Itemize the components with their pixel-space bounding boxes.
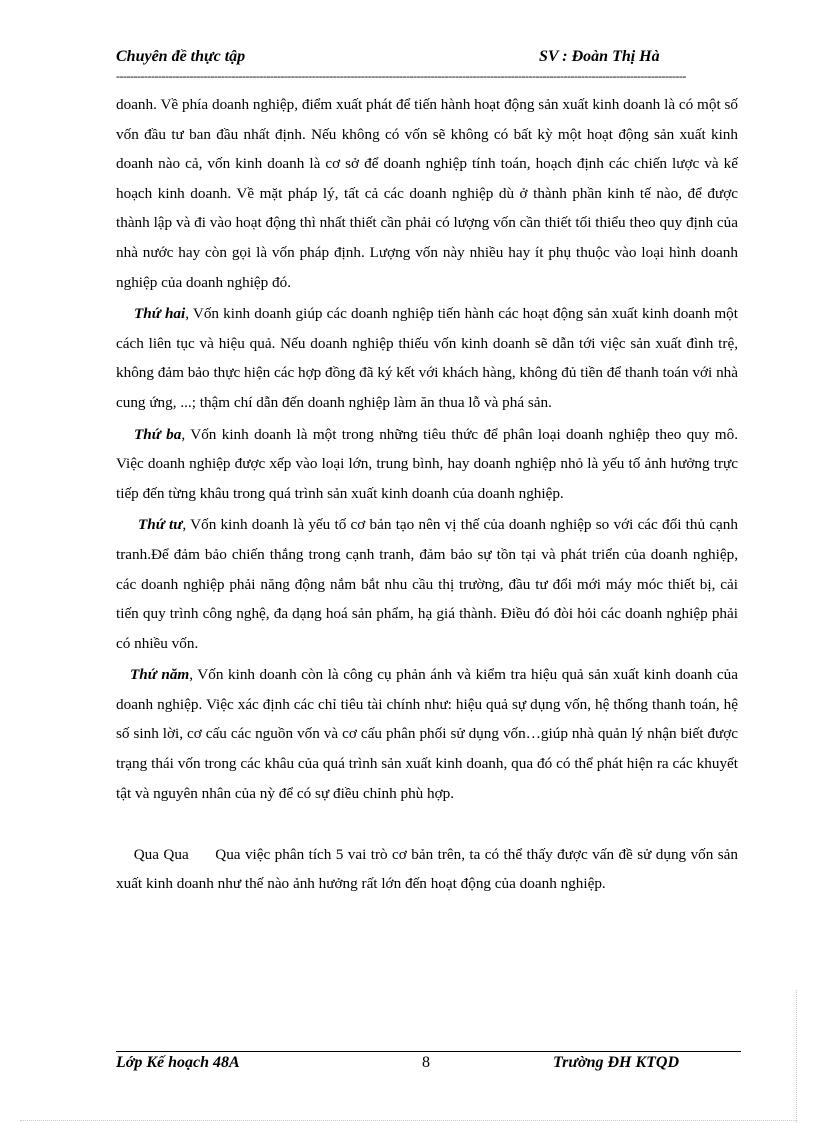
paragraph-fourth — [116, 510, 738, 658]
page-footer — [116, 1054, 741, 1078]
page-edge-mark — [796, 990, 797, 1123]
paragraph-fifth — [116, 660, 738, 808]
paragraph-text: doanh. Về phía doanh nghiệp, điểm xuất phát để tiến hành hoạt động sản xuất kinh doanh là có một số vốn đầu tư ban đầu nhất định. Nếu không có vốn sẽ không có bất kỳ một hoạt động sản xuất kinh doanh nào cả, vốn kinh doanh là cơ sở để doanh nghiệp tính toán, hoạch định các chiến lược và kế hoạch kinh doanh. Về mặt pháp lý, tất cả các doanh nghiệp dù ở thành phần kinh tế nào, để được thành lập và đi vào hoạt động thì nhất thiết cần phải có lượng vốn cần thiết tối thiểu theo quy định của nhà nước hay còn gọi là vốn pháp định. Lượng vốn này nhiều hay ít phụ thuộc vào loại hình doanh nghiệp của doanh nghiệp đó. — [116, 96, 738, 291]
header-author: SV : Đoàn Thị Hà — [539, 48, 660, 65]
header-title: Chuyên đề thực tập — [116, 48, 246, 65]
paragraph-lead: Thứ năm — [130, 666, 190, 684]
footer-school: Trường ĐH KTQD — [553, 1054, 680, 1071]
footer-class: Lớp Kế hoạch 48A — [116, 1054, 240, 1071]
paragraph-second — [116, 299, 738, 417]
paragraph-intro — [116, 90, 738, 297]
page-header — [116, 48, 741, 70]
footer-divider — [116, 1051, 741, 1052]
paragraph-text: Qua Qua Qua việc phân tích 5 vai trò cơ bản trên, ta có thể thấy được vấn đề sử dụng vốn sản xuất kinh doanh như thế nào ảnh hưởng rất lớn đến hoạt động của doanh nghiệp. — [116, 845, 742, 893]
paragraph-lead: Thứ tư — [138, 516, 183, 534]
paragraph-text: , Vốn kinh doanh giúp các doanh nghiệp tiến hành các hoạt động sản xuất kinh doanh một cách liên tục và hiệu quả. Nếu doanh nghiệp thiếu vốn kinh doanh sẽ dẫn tới việc sản xuất đình trệ, không đảm bảo thực hiện các hợp đồng đã ký kết với khách hàng, không đủ tiền để thanh toán với nhà cung ứng, ...; thậm chí dẫn đến doanh nghiệp làm ăn thua lỗ và phá sản. — [116, 305, 738, 411]
paragraph-third — [116, 420, 738, 509]
page-number: 8 — [422, 1054, 430, 1071]
header-divider — [116, 70, 686, 82]
paragraph-lead: Thứ ba — [134, 425, 182, 443]
paragraph-text: , Vốn kinh doanh là yếu tố cơ bản tạo nên vị thế của doanh nghiệp so với các đối thủ cạnh tranh.Để đảm bảo chiến thắng trong cạnh tranh, đảm bảo sự tồn tại và phát triển của doanh nghiệp, các doanh nghiệp phải năng động nắm bắt nhu cầu thị trường, đầu tư đổi mới máy móc thiết bị, cải tiến quy trình công nghệ, đa dạng hoá sản phẩm, hạ giá thành. Điều đó đòi hỏi các doanh nghiệp phải có nhiều vốn. — [116, 516, 738, 652]
paragraph-text: , Vốn kinh doanh còn là công cụ phản ánh và kiểm tra hiệu quả sản xuất kinh doanh của doanh nghiệp. Việc xác định các chỉ tiêu tài chính như: hiệu quả sự dụng vốn, hệ thống thanh toán, hệ số sinh lời, cơ cấu các nguồn vốn và cơ cấu phân phối sử dụng vốn…giúp nhà quản lý nhận biết được trạng thái vốn trong các khâu của quá trình sản xuất kinh doanh, qua đó có thể phát hiện ra các khuyết tật và nguyên nhân của nỳ để có sự điều chỉnh phù hợp. — [116, 666, 738, 802]
paragraph-text: , Vốn kinh doanh là một trong những tiêu thức để phân loại doanh nghiệp theo quy mô. Việc doanh nghiệp được xếp vào loại lớn, trung bình, hay doanh nghiệp nhỏ là yếu tố ảnh hưởng trực tiếp đến từng khâu trong quá trình sản xuất kinh doanh của doanh nghiệp. — [116, 425, 738, 502]
paragraph-conclusion — [116, 810, 742, 928]
page-edge-mark — [20, 1120, 796, 1121]
body-text — [116, 90, 742, 929]
paragraph-lead: Thứ hai — [134, 305, 186, 323]
